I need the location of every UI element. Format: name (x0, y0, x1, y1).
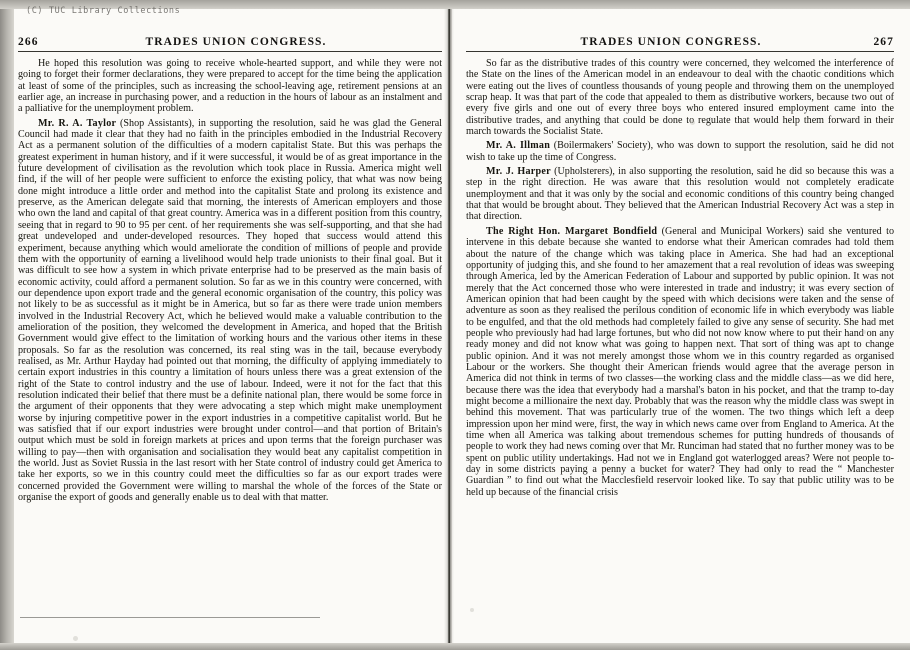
right-running-title: TRADES UNION CONGRESS. (580, 36, 762, 48)
speaker-name: The Right Hon. Margaret Bondfield (486, 225, 658, 237)
paragraph-text: (Shop Assistants), in supporting the resolution, said he was glad the General Council had made it clear that they had no faith in the principles embodied in the Industrial Recovery Act as a permanent solution of the difficulties of a modern capitalist State. But this was perhaps the greatest experiment in human history, and if it were successful, it would be of as great importance in the future development of civilisation as the revolution which took place in Russia. America might well find, if the will of her people were sufficient to enforce the existing policy, that what was now being done might introduce a little order and method into the capitalist State and prolong its existence and preserve, as the American delegate said that morning, the interests of American employers and those who own the land and capital of that great country. America was in a different position from this country, seeing that in regard to 90 to 95 per cent. of her requirements she was self-supporting, and that she had great undeveloped and under-developed resources. They hoped that success would attend this experiment, because anything which would ameliorate the condition of millions of people and provide them with the opportunity of earning a livelihood would help trade unionists to their final goal. But it was difficult to see how a system in which private enterprise had to be preserved as the main basis of economic activity, could afford a permanent solution. So far as we in this country were concerned, with our dependence upon export trade and the general economic organisation of the country, this policy was not likely to be as successful as it might be in America, but so far as there were trade union members involved in the Industrial Recovery Act, which he believed would make a valuable contribution to the amelioration of the position, they welcomed the development in America, and hoped that the British Government would give effect to the limitation of working hours and the various other items in these proposals. So far as the resolution was concerned, its real sting was in the tail, because everybody realised, as Mr. Arthur Hayday had pointed out that morning, the difficulty of applying immediately to certain export industries in this country a limitation of hours unless there was a great extension of the right of the State to control industry and the use of labour. Indeed, were it not for the fact that this resolution indicated their belief that there must be a definite national plan, there would be some force in the argument of their opponents that they were advocating a step which might make unemployment worse by injuring competitive power in the export industries in a competitive capitalist world. But he was satisfied that if our export industries were brought under control—and that portion of Britain's output which must be sold in foreign markets at prices and upon terms that the foreign purchaser was willing to pay—then with organisation and socialisation they would beat any capitalist competition in the world. Just as Soviet Russia in the last resort with her State control of industry could get America to take her exports, so we in this country could meet the difficulties so far as our export trades were concerned provided the Government were willing to marshal the whole of the forces of the State or organise the export of goods and generally enable us to deal with that matter. (18, 117, 443, 504)
paragraph (466, 140, 894, 163)
book-gutter (444, 0, 454, 650)
left-page (18, 0, 442, 640)
paragraph (18, 58, 442, 115)
left-header-rule (18, 51, 442, 52)
paragraph-text: He hoped this resolution was going to receive whole-hearted support, and while they were not going to forget their former declarations, they were prepared to accept for the time being the application at least of some of the principles, such as increasing the school-leaving age, retirement pensions at an earlier age, an increase in purchasing power, and a reduction in the hours of labour as an instalment and a palliative for the unemployment problem. (18, 58, 442, 115)
right-header-rule (466, 51, 894, 52)
speaker-name: Mr. A. Illman (486, 140, 551, 152)
paragraph (466, 166, 894, 223)
right-running-head (466, 36, 894, 54)
left-text-column (18, 58, 442, 503)
paragraph (18, 118, 442, 504)
left-running-head (18, 36, 442, 54)
paragraph (466, 226, 894, 498)
left-footer-rule (20, 617, 320, 618)
paragraph-text: (General and Municipal Workers) said she ventured to intervene in this debate because she wanted to endorse what their American comrades had told them about the nature of the change which was taking place in America. She had had an exceptional opportunity of judging this, and she found to her amazement that a real revolution of ideas was sweeping through America, led by the American Federation of Labour and supported by public opinion. It was not merely that the Act concerned those who were interested in trade and industry; it was every section of American opinion that had been caught by the speed with which decisions were taken and the sense of adventure as soon as they realised the perilous condition of economic life in which everybody was liable to be engulfed, and that the old methods had completely failed to give any sense of security. She had met people who previously had had large fortunes, but who did not now know where to put their hand on any ready money and did not know what was going to happen next. That sort of thing was apt to change public opinion. And it was not merely amongst those whom we in this country regarded as organised Labour or the workers. She thought their American friends would agree that the average person in America did not think in terms of two classes—the working class and the middle class—as we did here, because there was the idea that everybody had a marshal's baton in his pocket, and that the tramp to-day might become a millionaire the next day. Probably that was the reason why the middle class was swept in behind this movement. That was particularly true of the women. The two things which left a deep impression upon her mind were, first, the way in which news came over from England to America. At the time when all America was talking about tremendous schemes for putting hundreds of thousands of people to work they had news coming over that Mr. Runciman had stated that no further money was to be spent on public utility undertakings. Had not we in England got waterlogged areas? Were not people to-day in some districts paying a penny a bucket for water? They had only to read the “ Manchester Guardian ” to find out what the Macclesfield reservoir looked like. To say that public utility was to be held up because of the financial crisis (466, 225, 894, 498)
paragraph-text: So far as the distributive trades of this country were concerned, they welcomed the interference of the State on the lines of the American model in an endeavour to deal with the chaotic conditions which were eating out the lives of countless thousands of young people and throwing them on the unemployed scrap heap. It was that part of the code that appealed to them as distributive workers, because two out of every five girls and one out of every three boys who entered insured employment came into the distributive trades, and anything that could be done to regulate that would help them forward in their march towards the Socialist State. (466, 58, 894, 138)
paragraph-text: (Upholsterers), in also supporting the resolution, said he did so because this was a step in the right direction. He was aware that this resolution would not completely eradicate unemployment and that it was only by the social and economic conditions of this country being changed that that would be brought about. They believed that the American Industrial Recovery Act was a step in that direction. (466, 166, 894, 223)
scan-artifact (862, 330, 866, 334)
paragraph-text: (Boilermakers' Society), who was down to support the resolution, said he did not wish to take up the time of Congress. (466, 140, 894, 163)
right-page (466, 0, 894, 640)
library-watermark: (C) TUC Library Collections (26, 6, 181, 16)
left-page-number: 266 (18, 36, 39, 48)
right-text-column (466, 58, 894, 498)
scan-edge-left (0, 0, 14, 650)
scan-artifact (73, 636, 78, 641)
scan-edge-bottom (0, 643, 910, 650)
speaker-name: Mr. J. Harper (486, 166, 551, 178)
right-page-number: 267 (873, 36, 894, 48)
paragraph (466, 58, 894, 137)
scan-artifact (690, 120, 695, 125)
left-running-title: TRADES UNION CONGRESS. (145, 36, 327, 48)
scan-artifact (470, 608, 474, 612)
speaker-name: Mr. R. A. Taylor (38, 117, 117, 129)
